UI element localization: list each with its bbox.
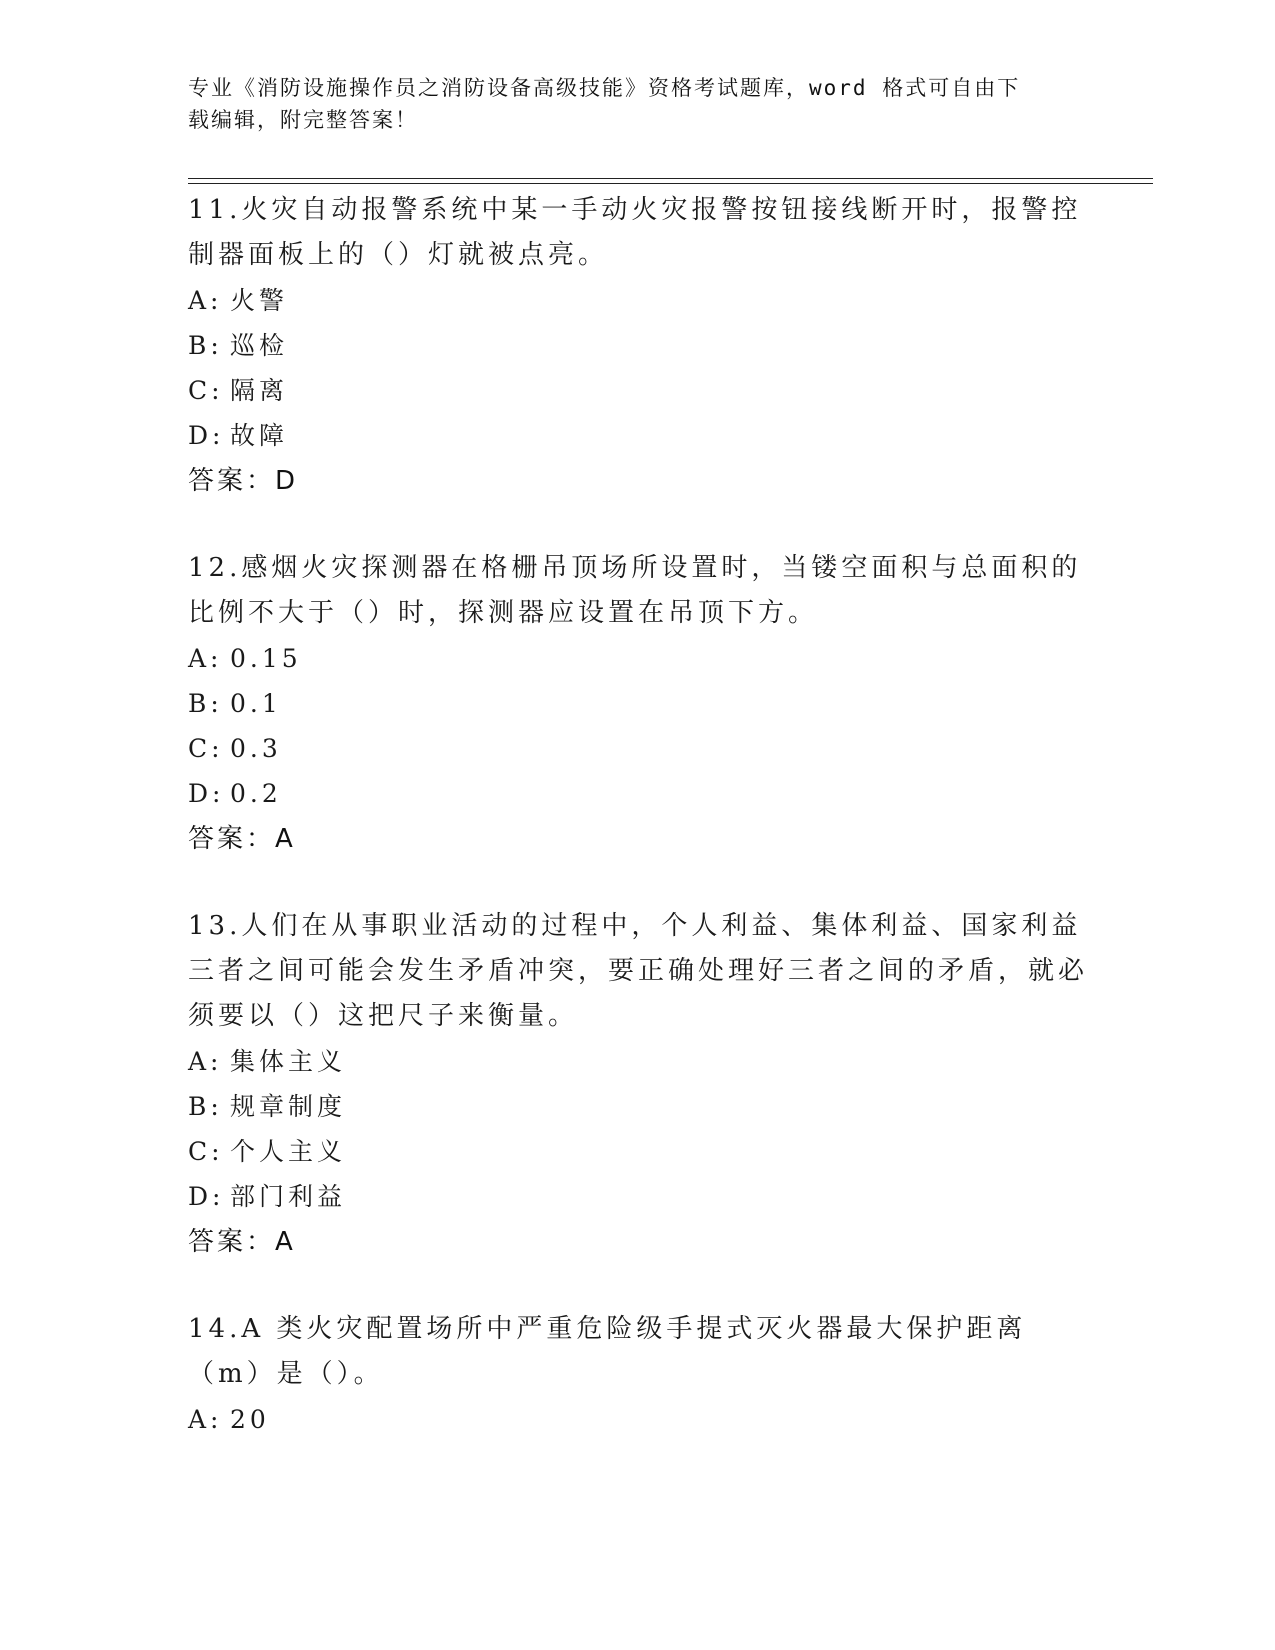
option-key: B: (188, 1092, 223, 1121)
header-line-2: 载编辑，附完整答案！ (188, 108, 418, 132)
option-d (188, 1174, 1088, 1219)
option-d (188, 771, 1088, 816)
option-key: C: (188, 734, 224, 763)
option-a (188, 636, 1088, 681)
option-value: 0.1 (230, 689, 282, 718)
option-key: C: (188, 1137, 224, 1166)
option-b (188, 1084, 1088, 1129)
option-value: 集体主义 (230, 1047, 347, 1076)
option-value: 0.3 (230, 734, 282, 763)
option-key: A: (188, 644, 223, 673)
option-value: 0.2 (230, 779, 282, 808)
option-b (188, 323, 1088, 368)
question-13 (188, 904, 1088, 1265)
option-value: 故障 (230, 421, 289, 450)
option-c (188, 726, 1088, 771)
question-11 (188, 188, 1088, 504)
answer-label: 答案：A (188, 1227, 296, 1257)
option-key: C: (188, 376, 224, 405)
question-14 (188, 1307, 1088, 1442)
option-value: 火警 (230, 286, 289, 315)
option-key: D: (188, 421, 225, 450)
option-value: 0.15 (230, 644, 302, 673)
option-c (188, 368, 1088, 413)
option-d (188, 413, 1088, 458)
option-key: D: (188, 1182, 225, 1211)
question-text: 14.A 类火灾配置场所中严重危险级手提式灭火器最大保护距离（m）是（）。 (188, 1314, 1027, 1389)
header-divider-bottom (188, 183, 1153, 184)
header-divider-top (188, 178, 1153, 179)
option-key: A: (188, 1047, 223, 1076)
option-a (188, 278, 1088, 323)
option-key: B: (188, 689, 223, 718)
option-b (188, 681, 1088, 726)
header-line-1: 专业《消防设施操作员之消防设备高级技能》资格考试题库，word 格式可自由下 (188, 76, 1021, 100)
option-key: B: (188, 331, 223, 360)
question-text: 11.火灾自动报警系统中某一手动火灾报警按钮接线断开时，报警控制器面板上的（）灯就被点亮。 (188, 195, 1082, 270)
option-key: A: (188, 1405, 223, 1434)
question-text: 13.人们在从事职业活动的过程中，个人利益、集体利益、国家利益三者之间可能会发生矛盾冲突，要正确处理好三者之间的矛盾，就必须要以（）这把尺子来衡量。 (188, 911, 1089, 1031)
option-value: 规章制度 (230, 1092, 347, 1121)
option-value: 隔离 (230, 376, 289, 405)
option-a (188, 1397, 1088, 1442)
option-value: 巡检 (230, 331, 289, 360)
question-12 (188, 546, 1088, 862)
answer-label: 答案：A (188, 824, 296, 854)
option-value: 个人主义 (230, 1137, 347, 1166)
option-value: 20 (230, 1405, 270, 1434)
option-value: 部门利益 (230, 1182, 347, 1211)
document-header (188, 72, 1068, 136)
question-text: 12.感烟火灾探测器在格栅吊顶场所设置时，当镂空面积与总面积的比例不大于（）时，探测器应设置在吊顶下方。 (188, 553, 1082, 628)
question-list (188, 188, 1088, 1484)
option-key: D: (188, 779, 225, 808)
answer-label: 答案：D (188, 466, 299, 496)
option-c (188, 1129, 1088, 1174)
option-a (188, 1039, 1088, 1084)
option-key: A: (188, 286, 223, 315)
